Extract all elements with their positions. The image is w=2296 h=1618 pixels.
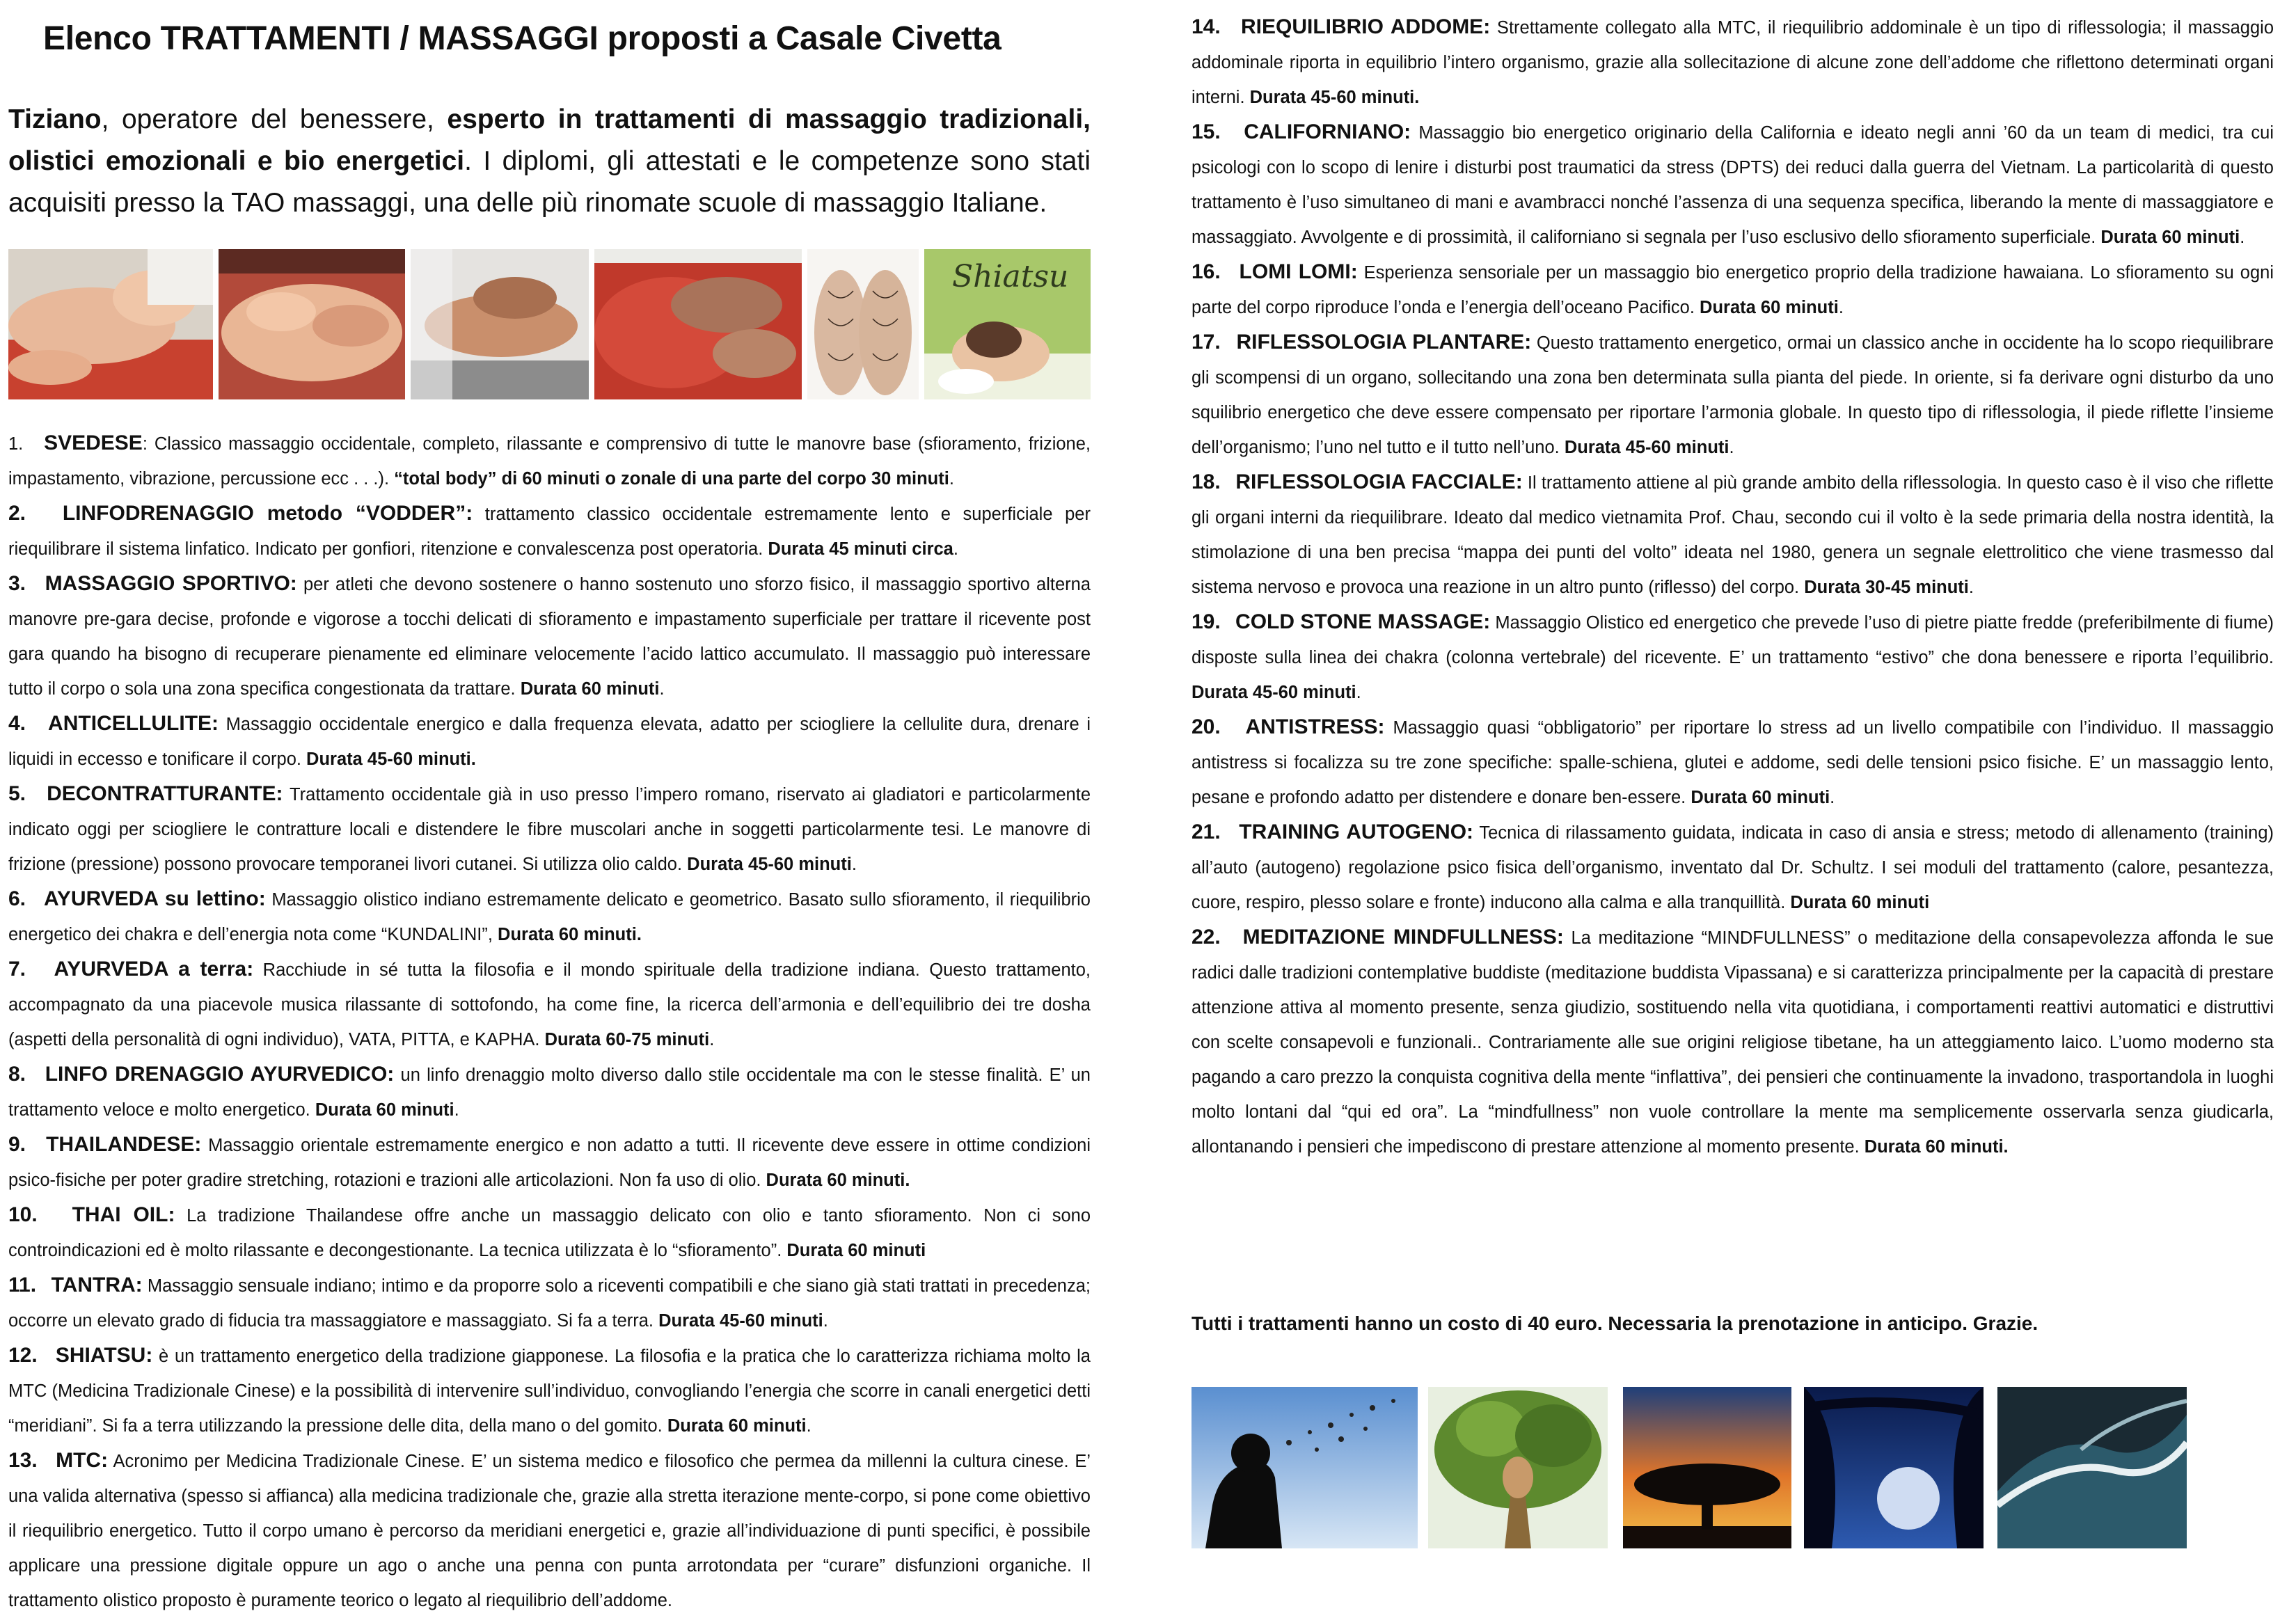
treatment-title: MASSAGGIO SPORTIVO:	[45, 572, 297, 595]
treatment-item	[8, 706, 1091, 777]
treatment-duration: Durata 45-60 minuti.	[306, 749, 476, 769]
treatment-number-gap	[26, 575, 45, 594]
treatment-number-gap	[38, 1206, 72, 1226]
treatment-punctuation: .	[659, 679, 665, 699]
treatment-item	[8, 777, 1091, 882]
top-photo-strip	[8, 249, 1091, 399]
treatment-punctuation: .	[823, 1311, 828, 1331]
treatment-title: THAI OIL:	[72, 1203, 175, 1226]
treatment-item	[1191, 920, 2274, 1164]
treatment-title: LOMI LOMI:	[1239, 260, 1358, 283]
treatment-number-gap	[26, 960, 54, 980]
treatment-item	[8, 566, 1091, 706]
treatment-duration: Durata 45-60 minuti.	[1249, 88, 1420, 107]
treatment-number: 5.	[8, 782, 26, 805]
price-note: Tutti i trattamenti hanno un costo di 40 euro. Necessaria la prenotazione in anticipo. Grazie.	[1191, 1312, 2038, 1334]
sunset-tree-photo-icon	[1623, 1387, 1791, 1548]
treatment-number-gap	[1221, 718, 1246, 738]
treatment-duration: Durata 60 minuti.	[766, 1171, 910, 1190]
treatment-number: 17.	[1191, 331, 1221, 354]
treatment-duration: Durata 45-60 minuti	[1564, 438, 1729, 457]
treatment-title: RIEQUILIBRIO ADDOME:	[1240, 15, 1491, 38]
thinker-letters-photo-icon	[1191, 1387, 1418, 1548]
shiatsu-face-photo-icon	[924, 249, 1091, 399]
treatment-description: : Classico massaggio occidentale, completo, rilassante e comprensivo di tutte le manovre base (sfioramento, frizione, impastamento, vibrazione, percussione ecc . . .).	[8, 434, 1091, 489]
treatment-number: 3.	[8, 572, 26, 595]
treatment-title: THAILANDESE:	[46, 1133, 202, 1156]
treatment-punctuation: .	[1968, 578, 1974, 597]
treatment-duration: Durata 60-75 minuti	[544, 1030, 710, 1049]
treatment-duration: Durata 60 minuti	[315, 1100, 454, 1120]
shiatsu-logo-text: Shiatsu	[952, 259, 1069, 294]
treatment-number: 8.	[8, 1063, 26, 1086]
treatment-title: ANTISTRESS:	[1245, 715, 1385, 738]
treatment-number: 14.	[1191, 15, 1221, 38]
massage-arm-photo-icon	[219, 249, 405, 399]
treatment-description: La tradizione Thailandese offre anche un massaggio delicato con olio e tanto sfioramento. Non ci sono controindicazioni ed è molto rilassante e decongestionante. La tecnica utilizzata è lo “sfioramento”.	[8, 1206, 1091, 1260]
treatment-item	[8, 952, 1091, 1057]
treatment-number-gap	[38, 1452, 56, 1471]
intro-name: Tiziano	[8, 104, 102, 134]
treatment-punctuation: .	[1729, 438, 1734, 457]
treatment-duration: Durata 45 minuti circa	[768, 539, 953, 559]
treatment-number-gap	[1221, 18, 1241, 38]
treatment-item	[8, 1338, 1091, 1443]
treatment-description: Tecnica di rilassamento guidata, indicata in caso di ansia e stress; metodo di allenamento (training) all’auto (autogeno) regolazione psico fisica dell’organismo, inventato dal Dr. Schultz. I sei moduli del trattamento (calore, pesantezza, cuore, respiro, plesso solare e fronte) inducono alla calma e alla tranquillità.	[1191, 823, 2274, 912]
treatment-title: COLD STONE MASSAGE:	[1235, 610, 1491, 633]
treatment-list-left	[8, 426, 1091, 1618]
treatment-number-gap	[1221, 263, 1240, 283]
treatment-number-gap	[26, 505, 63, 524]
treatment-item	[8, 496, 1091, 566]
treatment-list-right	[1191, 10, 2274, 1164]
treatment-duration: Durata 60 minuti	[520, 679, 660, 699]
treatment-duration: Durata 60 minuti	[1790, 893, 1930, 912]
massage-back-photo-icon	[8, 249, 213, 399]
treatment-number: 4.	[8, 712, 26, 735]
treatment-number-gap	[26, 1065, 45, 1085]
treatment-description: un linfo drenaggio molto diverso dallo stile occidentale ma con le stesse finalità. E’ un trattamento veloce e molto energetico.	[8, 1065, 1091, 1120]
treatment-number-gap	[1221, 928, 1243, 948]
treatment-number: 10.	[8, 1203, 38, 1226]
treatment-duration: Durata 45-60 minuti	[658, 1311, 823, 1331]
treatment-number-gap	[1221, 333, 1237, 353]
treatment-item	[1191, 325, 2274, 465]
treatment-number-gap	[1221, 823, 1240, 843]
treatment-punctuation: .	[806, 1416, 811, 1436]
treatment-description: La meditazione “MINDFULLNESS” o meditazione della consapevolezza affonda le sue radici dalle tradizioni contemplative buddiste (meditazione buddista Vipassana) e si caratterizza principalmente per la capacità di prestare attenzione attiva al momento presente, senza giudizio, sostituendo nella vita quotidiana, i comportamenti reattivi automatici e distruttivi con scelte consapevoli e funzionali.. Contrariamente alle sue origini religiose tibetane, ha un atteggiamento laico. L’uomo moderno sta pagando a caro prezzo la conquista cognitiva della mente “inflattiva”, dei pensieri che continuamente la invadono, trasportandola in luoghi molto lontani dal “qui ed ora”. La “mindfullness” non vuole controllare la mente ma semplicemente osservarla senza giudicarla, allontanando i pensieri che impediscono di prestare attenzione al momento presente.	[1191, 928, 2274, 1157]
treatment-duration: Durata 60 minuti	[786, 1241, 926, 1260]
treatment-punctuation: .	[2240, 228, 2245, 247]
ocean-wave-photo-icon	[1997, 1387, 2187, 1548]
treatment-duration: Durata 60 minuti	[1700, 298, 1839, 317]
treatment-number: 2.	[8, 502, 26, 525]
treatment-description: Massaggio bio energetico originario della California e ideato negli anni ’60 da un team di medici, tra cui psicologi con lo scopo di lenire i disturbi post traumatici da stress (DPTS) dei reduci dalla guerra del Vietnam. La particolarità di questo trattamento è l’uso simultaneo di mani e avambracci nonché l’assenza di una sequenza specifica, liberando la mente di massaggiatore e massaggiato. Avvolgente e di prossimità, il californiano si segnala per l’uso esclusivo dello sfioramento superficiale.	[1191, 123, 2274, 247]
treatment-number: 21.	[1191, 820, 1221, 843]
treatment-number-gap	[26, 785, 47, 804]
bottom-photo-strip	[1191, 1387, 2274, 1548]
treatment-title: CALIFORNIANO:	[1244, 120, 1411, 143]
shoulder-massage-photo-icon	[594, 249, 802, 399]
treatment-duration: Durata 45-60 minuti	[687, 855, 852, 874]
treatment-number-gap	[36, 1276, 52, 1296]
moon-night-photo-icon	[1804, 1387, 1984, 1548]
treatment-item	[8, 1057, 1091, 1127]
treatment-title: TANTRA:	[51, 1274, 143, 1296]
treatment-title: MEDITAZIONE MINDFULLNESS:	[1242, 926, 1564, 949]
treatment-title: AYURVEDA a terra:	[54, 958, 254, 981]
treatment-punctuation: .	[1838, 298, 1844, 317]
treatment-number: 13.	[8, 1449, 38, 1472]
treatment-item	[1191, 10, 2274, 115]
treatment-duration: Durata 30-45 minuti	[1804, 578, 1969, 597]
treatment-duration: Durata 60 minuti	[2100, 228, 2240, 247]
treatment-title: TRAINING AUTOGENO:	[1239, 820, 1474, 843]
treatment-punctuation: .	[454, 1100, 459, 1120]
intro-paragraph	[8, 99, 1091, 224]
treatment-title: AYURVEDA su lettino:	[43, 887, 266, 910]
treatment-duration: Durata 45-60 minuti	[1191, 683, 1356, 702]
treatment-item	[1191, 605, 2274, 710]
treatment-punctuation: .	[949, 469, 954, 489]
treatment-description: Strettamente collegato alla MTC, il riequilibrio addominale è un tipo di riflessologia; il massaggio addominale riporta in equilibrio l’intero organismo, grazie alla sollecitazione di alcune zone dell’addome che riflettono determinati organi interni.	[1191, 18, 2274, 107]
treatment-title: MTC:	[56, 1449, 109, 1472]
treatment-number-gap	[1221, 123, 1244, 143]
treatment-duration: Durata 60 minuti.	[1864, 1137, 2009, 1157]
treatment-punctuation: .	[709, 1030, 715, 1049]
treatment-number-gap	[26, 890, 44, 910]
treatment-description: per atleti che devono sostenere o hanno sostenuto uno sforzo fisico, il massaggio sportivo alterna manovre pre-gara decise, profonde e vigorose a tocchi delicati di sfioramento e impastamento superficiale per trattare il ricevente post gara quando ha bisogno di recuperare pienamente ed eliminare velocemente l’acido lattico accumulato. Il massaggio può interessare tutto il corpo o sola una zona specifica congestionata da trattare.	[8, 575, 1091, 699]
treatment-number: 18.	[1191, 470, 1221, 493]
treatment-item	[1191, 255, 2274, 325]
treatment-number: 22.	[1191, 926, 1221, 949]
hand-pressure-photo-icon	[411, 249, 589, 399]
treatment-number: 7.	[8, 958, 26, 981]
treatment-description: Il trattamento attiene al più grande ambito della riflessologia. In questo caso è il viso che riflette gli organi interni da riequilibrare. Ideato dal medico vietnamita Prof. Chau, secondo cui il volto è la sede primaria della nostra identità, la stimolazione di una ben precisa “mappa dei punti del volto” ideata nel 1980, genera un segnale elettrolitico che viene trasmesso dal sistema nervoso e provoca una reazione in un altro punto (riflesso) del corpo.	[1191, 473, 2274, 597]
page-title: Elenco TRATTAMENTI / MASSAGGI proposti a Casale Civetta	[43, 20, 1001, 57]
treatment-number: 1.	[8, 434, 24, 454]
treatment-item	[8, 1127, 1091, 1198]
treatment-number: 11.	[8, 1274, 37, 1296]
treatment-number: 15.	[1191, 120, 1221, 143]
treatment-title: LINFODRENAGGIO metodo “VODDER”:	[62, 502, 473, 525]
treatment-description: Massaggio quasi “obbligatorio” per riportare lo stress ad un livello compatibile con l’individuo. Il massaggio antistress si focalizza su tre zone specifiche: spalle-schiena, glutei e addome, sedi delle tensioni psico fisiche. E’ un massaggio lento, pesane e profondo adatto per distendere e donare ben-essere.	[1191, 718, 2274, 807]
treatment-title: LINFO DRENAGGIO AYURVEDICO:	[45, 1063, 395, 1086]
treatment-number: 9.	[8, 1133, 26, 1156]
intro-expertise: esperto in trattamenti di massaggio tradizionali, olistici emozionali e bio energetici	[8, 104, 1091, 176]
treatment-description: è un trattamento energetico della tradizione giapponese. La filosofia e la pratica che lo caratterizza richiama molto la MTC (Medicina Tradizionale Cinese) e la possibilità di intervenire sull’individuo, convogliando l’energia che scorre in canali energetici detti “meridiani”. Si fa a terra utilizzando la pressione delle dita, della mano o del gomito.	[8, 1347, 1091, 1436]
treatment-description: Massaggio Olistico ed energetico che prevede l’uso di pietre piatte fredde (preferibilmente di fiume) disposte sulla linea dei chakra (colonna vertebrale) del ricevente. E’ un trattamento “estivo” che dona benessere e riporta l’equilibrio.	[1191, 613, 2274, 667]
treatment-number-gap	[38, 1347, 56, 1366]
treatment-number-gap	[1221, 473, 1236, 493]
treatment-item	[1191, 115, 2274, 255]
treatment-description: Racchiude in sé tutta la filosofia e il mondo spirituale della tradizione indiana. Questo trattamento, accompagnato da una piacevole musica rilassante di sottofondo, ha come fine, la ricerca dell’armonia e dell’equilibrio dei tre dosha (aspetti della personalità di ogni individuo), VATA, PITTA, e KAPHA.	[8, 960, 1091, 1049]
treatment-punctuation: .	[851, 855, 857, 874]
treatment-title: RIFLESSOLOGIA FACCIALE:	[1235, 470, 1523, 493]
treatment-item	[1191, 815, 2274, 920]
treatment-description: Acronimo per Medicina Tradizionale Cinese. E’ un sistema medico e filosofico che permea da millenni la cultura cinese. E’ una valida alternativa (spesso si affianca) alla medicina tradizionale che, grazie alla stretta iterazione mente-corpo, si pone come obiettivo il riequilibrio energetico. Tutto il corpo umano è percorso da meridiani energetici e, grazie all’individuazione di punti specifici, è possibile applicare una pressione digitale oppure un ago o anche una penna con punta arrotondata per “curare” disfunzioni organiche. Il trattamento olistico proposto è puramente teorico o legato al riequilibrio dell’addome.	[8, 1452, 1091, 1610]
treatment-title: RIFLESSOLOGIA PLANTARE:	[1236, 331, 1532, 354]
treatment-title: SHIATSU:	[55, 1344, 153, 1367]
treatment-number-gap	[26, 715, 48, 734]
treatment-number: 20.	[1191, 715, 1221, 738]
treatment-description: Trattamento occidentale già in uso presso l’impero romano, riservato ai gladiatori e particolarmente indicato oggi per sciogliere le contratture locali e distendere le fibre muscolari anche in soggetti particolarmente tesi. Le manovre di frizione (pressione) possono provocare temporanei livori cutanei. Si utilizza olio caldo.	[8, 785, 1091, 874]
reflexology-feet-photo-icon	[807, 249, 919, 399]
treatment-number-gap	[26, 1136, 46, 1155]
treatment-duration: “total body” di 60 minuti o zonale di una parte del corpo 30 minuti	[394, 469, 949, 489]
treatment-description: Massaggio orientale estremamente energico e non adatto a tutti. Il ricevente deve essere in ottime condizioni psico-fisiche per poter gradire stretching, rotazioni e trazioni alle articolazioni. Non fa uso di olio.	[8, 1136, 1091, 1190]
treatment-number: 19.	[1191, 610, 1221, 633]
treatment-punctuation: .	[953, 539, 958, 559]
treatment-punctuation: .	[1830, 788, 1835, 807]
treatment-description: Massaggio occidentale energico e dalla frequenza elevata, adatto per sciogliere la cellulite dura, drenare i liquidi in eccesso e tonificare il corpo.	[8, 715, 1091, 769]
treatment-duration: Durata 60 minuti	[667, 1416, 807, 1436]
tree-woman-photo-icon	[1428, 1387, 1608, 1548]
treatment-title: ANTICELLULITE:	[48, 712, 219, 735]
treatment-item	[1191, 710, 2274, 815]
treatment-item	[8, 1198, 1091, 1268]
treatment-item	[8, 426, 1091, 496]
treatment-number: 16.	[1191, 260, 1221, 283]
treatment-description: trattamento classico occidentale estremamente lento e superficiale per riequilibrare il sistema linfatico. Indicato per gonfiori, ritenzione e convalescenza post operatoria.	[8, 505, 1091, 559]
treatment-description: Esperienza sensoriale per un massaggio bio energetico proprio della tradizione hawaiana. Lo sfioramento su ogni parte del corpo riproduce l’onda e l’energia dell’oceano Pacifico.	[1191, 263, 2274, 317]
treatment-description: Massaggio olistico indiano estremamente delicato e geometrico. Basato sullo sfioramento, il riequilibrio energetico dei chakra e dell’energia nota come “KUNDALINI”,	[8, 890, 1091, 944]
intro-rest: . I diplomi, gli attestati e le competenze sono stati acquisiti presso la TAO massaggi, una delle più rinomate scuole di massaggio Italiane.	[8, 146, 1091, 218]
treatment-item	[8, 882, 1091, 952]
treatment-number: 6.	[8, 887, 26, 910]
treatment-item	[8, 1268, 1091, 1338]
treatment-description: Questo trattamento energetico, ormai un classico anche in occidente ha lo scopo riequilibrare gli scompensi di un organo, sollecitando una zona ben determinata sulla pianta del piede. In oriente, si fa derivare ogni disturbo da uno squilibrio energetico che deve essere compensato per riportare l’armonia globale. In questo tipo di riflessologia, il piede riflette l’insieme dell’organismo; l’uno nel tutto e il tutto nell’uno.	[1191, 333, 2274, 457]
treatment-number-gap	[23, 434, 44, 454]
treatment-number-gap	[1221, 613, 1235, 633]
treatment-punctuation: .	[1356, 683, 1361, 702]
treatment-duration: Durata 60 minuti.	[498, 925, 642, 944]
treatment-duration: Durata 60 minuti	[1691, 788, 1830, 807]
treatment-title: SVEDESE	[44, 431, 143, 454]
intro-role: , operatore del benessere,	[101, 104, 448, 134]
treatment-item	[8, 1443, 1091, 1618]
treatment-title: DECONTRATTURANTE:	[47, 782, 283, 805]
treatment-number: 12.	[8, 1344, 38, 1367]
treatment-item	[1191, 465, 2274, 605]
treatment-description: Massaggio sensuale indiano; intimo e da proporre solo a riceventi compatibili e che siano già stati trattati in precedenza; occorre un elevato grado di fiducia tra massaggiatore e massaggiato. Si fa a terra.	[8, 1276, 1091, 1331]
